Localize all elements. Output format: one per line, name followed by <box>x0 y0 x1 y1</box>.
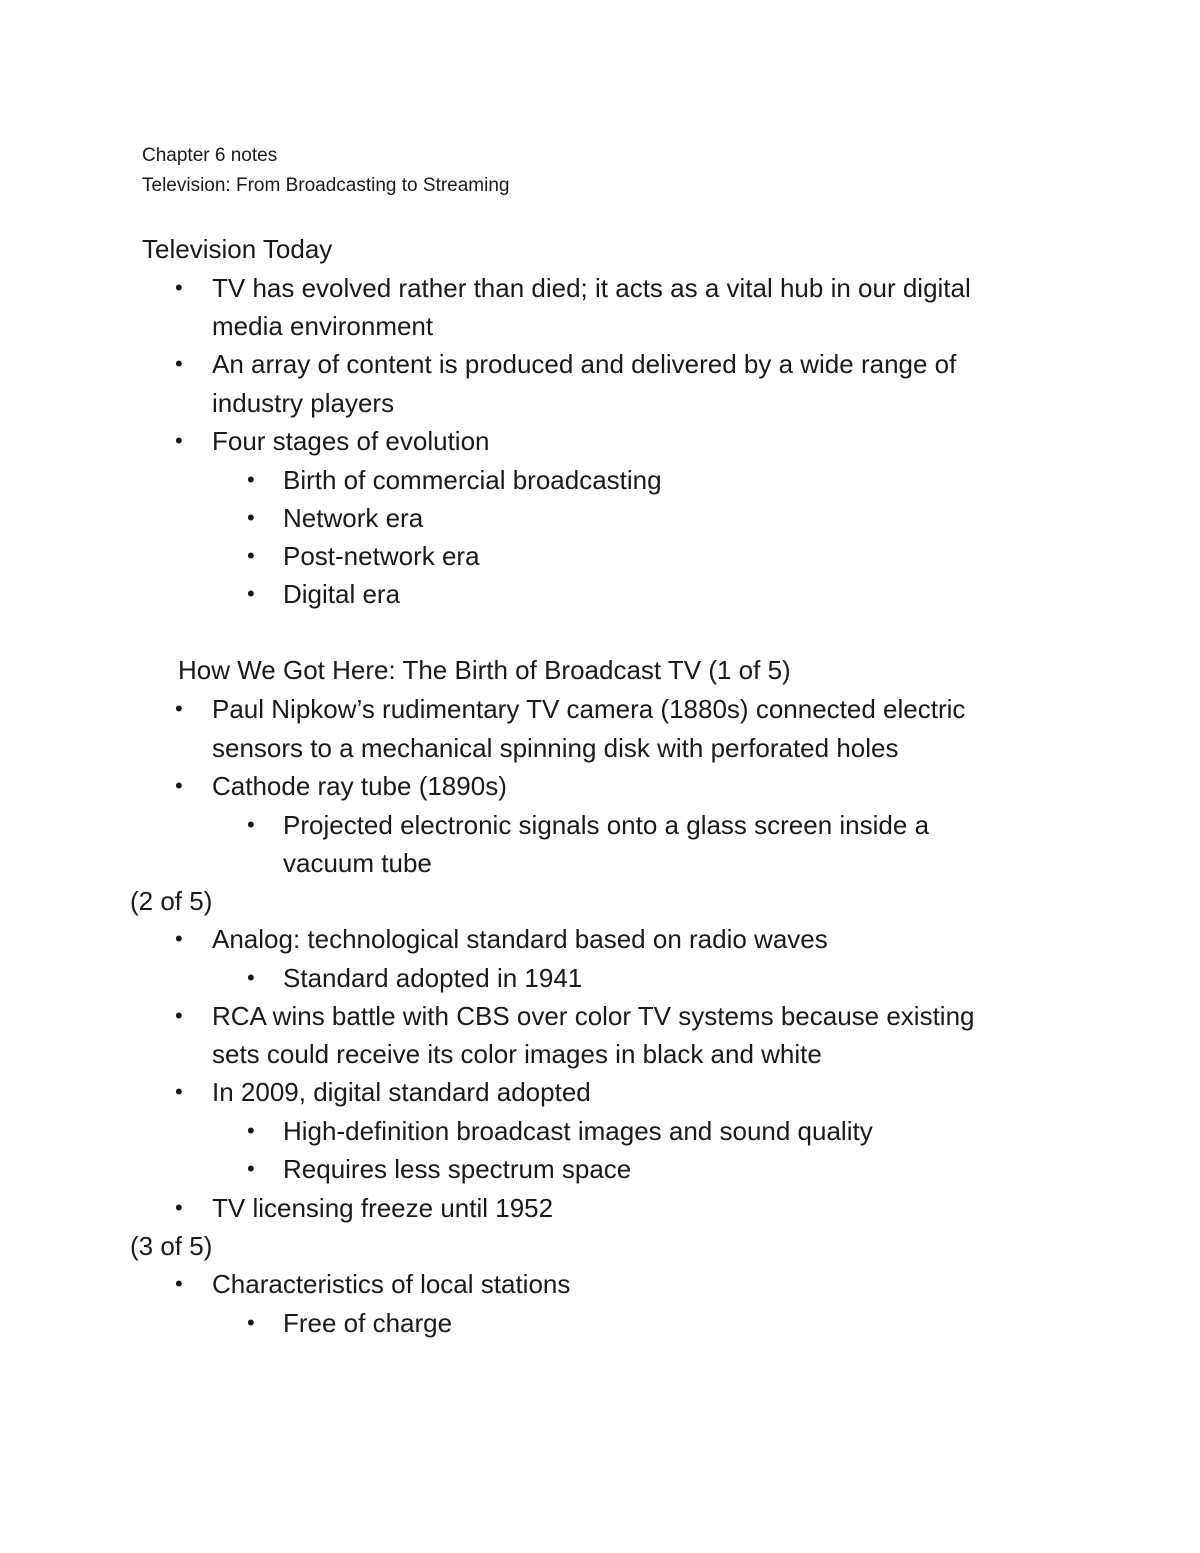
note-subitem: Standard adopted in 1941 <box>283 963 583 993</box>
bullet-point: • <box>175 428 183 453</box>
section-heading: (2 of 5) <box>130 886 213 916</box>
note-subitem: vacuum tube <box>283 848 432 878</box>
note-subitem: Birth of commercial broadcasting <box>283 465 662 495</box>
note-item: Cathode ray tube (1890s) <box>212 771 507 801</box>
bullet-point: • <box>247 581 255 606</box>
bullet-point: • <box>247 505 255 530</box>
section-heading: How We Got Here: The Birth of Broadcast TV (1 of 5) <box>178 655 791 685</box>
document-subtitle: Television: From Broadcasting to Streaming <box>142 175 510 196</box>
bullet-point: • <box>175 351 183 376</box>
bullet-point: • <box>175 926 183 951</box>
note-subitem: High-definition broadcast images and sound quality <box>283 1116 873 1146</box>
note-item: Paul Nipkow’s rudimentary TV camera (1880s) connected electric <box>212 694 966 724</box>
note-subitem: Requires less spectrum space <box>283 1154 632 1184</box>
note-item: sets could receive its color images in black and white <box>212 1039 822 1069</box>
bullet-point: • <box>247 812 255 837</box>
bullet-point: • <box>175 275 183 300</box>
bullet-point: • <box>247 543 255 568</box>
note-item: industry players <box>212 388 395 418</box>
note-item: An array of content is produced and delivered by a wide range of <box>212 349 957 379</box>
note-item: TV licensing freeze until 1952 <box>212 1193 554 1223</box>
section-heading: (3 of 5) <box>130 1231 213 1261</box>
bullet-point: • <box>247 1156 255 1181</box>
note-item: RCA wins battle with CBS over color TV systems because existing <box>212 1001 975 1031</box>
section-heading: Television Today <box>142 234 333 264</box>
note-item: Four stages of evolution <box>212 426 490 456</box>
note-subitem: Network era <box>283 503 424 533</box>
bullet-point: • <box>175 1003 183 1028</box>
bullet-point: • <box>175 773 183 798</box>
note-item: In 2009, digital standard adopted <box>212 1077 591 1107</box>
bullet-point: • <box>247 467 255 492</box>
bullet-point: • <box>175 1079 183 1104</box>
note-subitem: Projected electronic signals onto a glass screen inside a <box>283 810 930 840</box>
bullet-point: • <box>175 1271 183 1296</box>
bullet-point: • <box>247 1310 255 1335</box>
note-subitem: Post-network era <box>283 541 480 571</box>
note-subitem: Digital era <box>283 579 401 609</box>
note-item: Analog: technological standard based on radio waves <box>212 924 828 954</box>
bullet-point: • <box>175 1195 183 1220</box>
note-item: TV has evolved rather than died; it acts as a vital hub in our digital <box>212 273 971 303</box>
bullet-point: • <box>247 965 255 990</box>
bullet-point: • <box>247 1118 255 1143</box>
chapter-title: Chapter 6 notes <box>142 145 278 166</box>
note-item: media environment <box>212 311 434 341</box>
note-item: sensors to a mechanical spinning disk with perforated holes <box>212 733 899 763</box>
note-item: Characteristics of local stations <box>212 1269 571 1299</box>
bullet-point: • <box>175 696 183 721</box>
note-subitem: Free of charge <box>283 1308 453 1338</box>
